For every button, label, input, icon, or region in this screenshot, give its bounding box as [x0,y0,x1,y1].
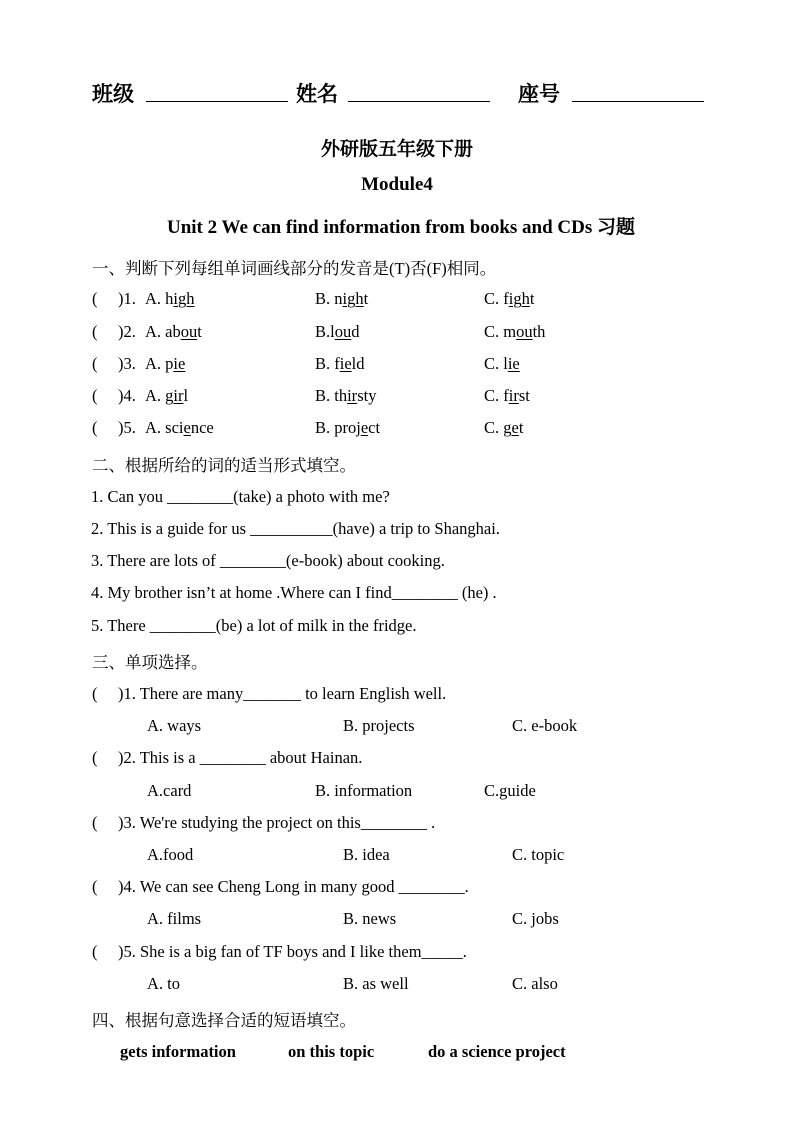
answer-paren[interactable]: ( [92,942,98,961]
section1-heading: 一、判断下列每组单词画线部分的发音是(T)否(F)相同。 [92,259,497,278]
answer-paren[interactable]: ( [92,877,98,896]
underlined-sound: e [360,418,369,437]
section4-heading: 四、根据句意选择合适的短语填空。 [92,1011,356,1030]
word-part: C. l [484,354,508,373]
choice-option-b: B. news [343,909,397,928]
word-part: t [529,289,535,308]
word-option-c [484,322,545,342]
question-number: )3. [118,354,136,373]
underlined-sound: ie [507,354,520,373]
fill-item: 5. There ________(be) a lot of milk in the fridge. [91,616,417,635]
underlined-sound: ou [334,322,352,341]
choice-option-b: B. as well [343,974,409,993]
answer-paren[interactable]: ( [92,386,98,405]
word-part: A. ab [145,322,181,341]
underlined-sound: ou [180,322,198,341]
word-part: sty [357,386,377,405]
word-option-b [315,354,365,374]
question-number: )5. [118,418,136,437]
word-option-c [484,386,530,406]
word-option-b [315,418,380,438]
underlined-sound: ir [508,386,519,405]
answer-paren[interactable]: ( [92,354,98,373]
underlined-sound: ir [173,386,184,405]
word-part: th [532,322,546,341]
word-option-a [145,354,185,374]
word-part: ld [351,354,365,373]
underlined-sound: ie [173,354,186,373]
word-part: l [183,386,189,405]
underlined-sound: e [511,418,519,437]
question-number: )4. [118,386,136,405]
answer-paren[interactable]: ( [92,322,98,341]
question-stem: )3. We're studying the project on this________ . [118,813,436,832]
word-part: B. n [315,289,343,308]
choice-option-a: A. to [147,974,180,993]
word-part: st [518,386,530,405]
title-module: Module4 [361,174,433,195]
underlined-sound: ou [516,322,533,341]
phrase-option: on this topic [288,1042,375,1061]
word-part: A. p [145,354,174,373]
word-option-b [315,322,359,342]
word-part: C. f [484,386,509,405]
choice-option-c: C. also [512,974,558,993]
word-part: A. sci [145,418,184,437]
word-part: C. m [484,322,517,341]
word-option-b [315,289,368,309]
word-part: d [351,322,360,341]
class-label: 班级 [92,82,134,106]
seat-blank[interactable] [572,101,704,102]
choice-option-b: B. projects [343,716,415,735]
word-option-a [145,322,202,342]
fill-item: 1. Can you ________(take) a photo with me? [91,487,390,506]
choice-option-a: A.food [147,845,194,864]
underlined-sound: igh [508,289,530,308]
phrase-option: gets information [120,1042,236,1061]
answer-paren[interactable]: ( [92,684,98,703]
choice-option-c: C. jobs [512,909,559,928]
answer-paren[interactable]: ( [92,418,98,437]
fill-item: 3. There are lots of ________(e-book) about cooking. [91,551,445,570]
word-option-a [145,418,214,438]
answer-paren[interactable]: ( [92,289,98,308]
title-textbook: 外研版五年级下册 [320,139,473,160]
choice-option-b: B. information [315,781,413,800]
answer-paren[interactable]: ( [92,748,98,767]
choice-option-a: A. films [147,909,202,928]
name-label: 姓名 [296,82,338,106]
word-option-a [145,289,195,309]
choice-option-c: C. topic [512,845,565,864]
underlined-sound: igh [342,289,364,308]
word-part: B. proj [315,418,361,437]
word-part: B.l [315,322,335,341]
word-option-a [145,386,188,406]
section2-heading: 二、根据所给的词的适当形式填空。 [92,456,356,475]
question-stem: )1. There are many_______ to learn English well. [118,684,447,703]
word-option-c [484,354,520,374]
word-part: C. g [484,418,512,437]
word-part: nce [190,418,214,437]
word-part: C. f [484,289,509,308]
underlined-sound: igh [173,289,195,308]
underlined-sound: ir [347,386,358,405]
word-part: t [363,289,369,308]
fill-item: 4. My brother isn’t at home .Where can I find________ (he) . [91,583,497,602]
seat-label: 座号 [518,82,560,106]
word-part: B. f [315,354,340,373]
phrase-option: do a science project [428,1042,566,1061]
title-unit: Unit 2 We can find information from books and CDs 习题 [166,217,636,238]
choice-option-a: A. ways [147,716,202,735]
class-blank[interactable] [146,101,288,102]
word-part: A. h [145,289,174,308]
underlined-sound: ie [339,354,352,373]
question-stem: )2. This is a ________ about Hainan. [118,748,363,767]
word-option-c [484,418,523,438]
fill-item: 2. This is a guide for us __________(have) a trip to Shanghai. [91,519,500,538]
name-blank[interactable] [348,101,490,102]
word-part: t [518,418,524,437]
word-part: t [197,322,202,341]
answer-paren[interactable]: ( [92,813,98,832]
word-option-c [484,289,534,309]
underlined-sound: e [183,418,191,437]
question-number: )1. [118,289,136,308]
choice-option-b: B. idea [343,845,390,864]
word-part: A. g [145,386,174,405]
question-number: )2. [118,322,136,341]
word-option-b [315,386,376,406]
word-part: ct [368,418,381,437]
word-part: B. th [315,386,348,405]
choice-option-c: C.guide [484,781,536,800]
section3-heading: 三、单项选择。 [92,653,208,672]
question-stem: )4. We can see Cheng Long in many good ________. [118,877,469,896]
choice-option-a: A.card [147,781,192,800]
choice-option-c: C. e-book [512,716,578,735]
question-stem: )5. She is a big fan of TF boys and I like them_____. [118,942,467,961]
